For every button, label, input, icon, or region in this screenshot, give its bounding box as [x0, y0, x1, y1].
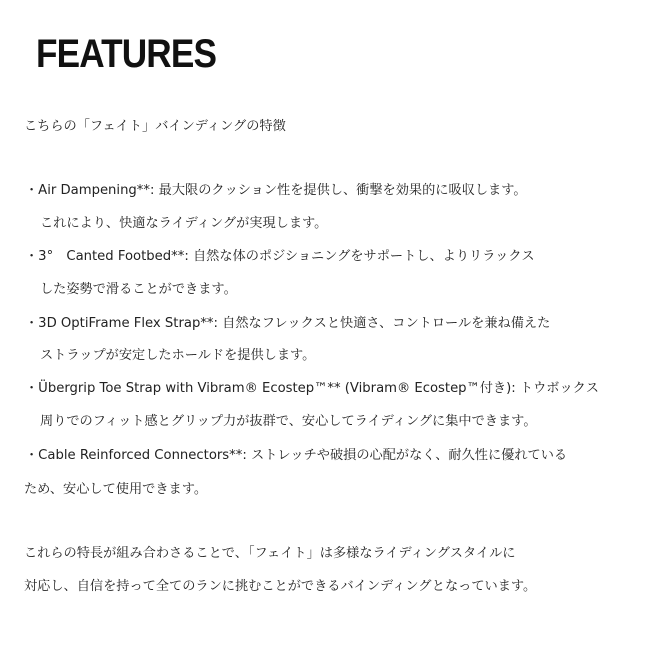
feature-item-cable-connectors: ・Cable Reinforced Connectors**: ストレッチや破損の心配がなく、耐久性に優れている [25, 448, 568, 463]
feature-item-air-dampening: ・Air Dampening**: 最大限のクッション性を提供し、衝撃を効果的に吸収します。 [25, 183, 527, 198]
feature-item-flex-strap: ・3D OptiFrame Flex Strap**: 自然なフレックスと快適さ、コントロールを兼ね備えた [25, 316, 551, 331]
conclusion-text-cont: 対応し、自信を持って全てのランに挑むことができるバインディングとなっています。 [24, 579, 537, 594]
feature-item-cable-connectors-cont: ため、安心して使用できます。 [24, 482, 208, 497]
feature-item-canted-footbed: ・3° Canted Footbed**: 自然な体のポジショニングをサポートし、よりリラックス [25, 249, 535, 264]
feature-item-air-dampening-cont: これにより、快適なライディングが実現します。 [40, 216, 328, 231]
feature-item-toe-strap: ・Übergrip Toe Strap with Vibram® Ecostep™** (Vibram® Ecostep™付き): トウボックス [25, 381, 599, 396]
feature-item-canted-footbed-cont: した姿勢で滑ることができます。 [40, 282, 237, 297]
conclusion-text: これらの特長が組み合わさることで、「フェイト」は多様なライディングスタイルに [24, 546, 516, 561]
feature-item-toe-strap-cont: 周りでのフィット感とグリップ力が抜群で、安心してライディングに集中できます。 [40, 414, 537, 429]
feature-item-flex-strap-cont: ストラップが安定したホールドを提供します。 [40, 348, 316, 363]
page-title: FEATURES [36, 32, 217, 76]
intro-text: こちらの「フェイト」バインディングの特徴 [24, 119, 286, 134]
